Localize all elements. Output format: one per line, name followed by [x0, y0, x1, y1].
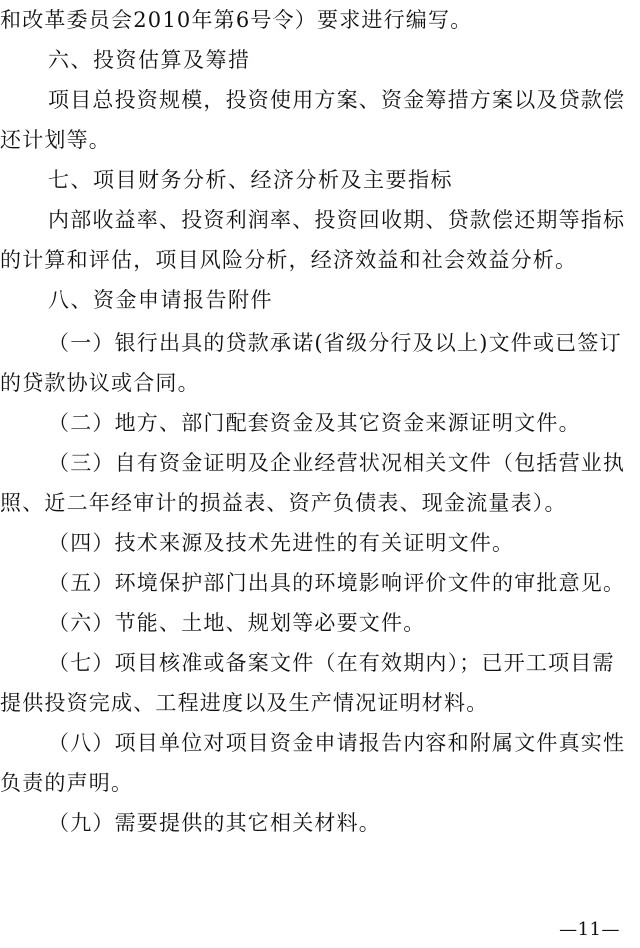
paragraph-line-2: 还计划等。 [0, 128, 111, 152]
attachment-item-8-line-2: 负责的声明。 [0, 771, 134, 795]
attachment-item-5: （五）环境保护部门出具的环境影响评价文件的审批意见。 [48, 571, 626, 595]
attachment-item-1-line-1: （一）银行出具的贷款承诺(省级分行及以上)文件或已签订 [48, 331, 622, 355]
section-heading-7: 七、项目财务分析、经济分析及主要指标 [48, 168, 453, 192]
paragraph-line-1: 项目总投资规模，投资使用方案、资金筹措方案以及贷款偿 [48, 88, 626, 112]
section-heading-6: 六、投资估算及筹措 [48, 48, 251, 72]
page-number: —11— [559, 919, 620, 940]
attachment-item-6: （六）节能、土地、规划等必要文件。 [48, 611, 426, 635]
attachment-item-7-line-2: 提供投资完成、工程进度以及生产情况证明材料。 [0, 691, 489, 715]
section-heading-8: 八、资金申请报告附件 [48, 288, 273, 312]
attachment-item-9: （九）需要提供的其它相关材料。 [48, 811, 381, 835]
paragraph-line-4: 的计算和评估，项目风险分析，经济效益和社会效益分析。 [0, 248, 578, 272]
attachment-item-3-line-2: 照、近二年经审计的损益表、资产负债表、现金流量表）。 [0, 491, 567, 515]
attachment-item-2: （二）地方、部门配套资金及其它资金来源证明文件。 [48, 411, 581, 435]
attachment-item-1-line-2: 的贷款协议或合同。 [0, 371, 200, 395]
attachment-item-8-line-1: （八）项目单位对项目资金申请报告内容和附属文件真实性 [48, 731, 626, 755]
attachment-item-4: （四）技术来源及技术先进性的有关证明文件。 [48, 531, 515, 555]
text-line-1: 和改革委员会2010年第6号令）要求进行编写。 [0, 8, 473, 32]
attachment-item-3-line-1: （三）自有资金证明及企业经营状况相关文件（包括营业执 [48, 451, 626, 475]
attachment-item-7-line-1: （七）项目核准或备案文件（在有效期内）；已开工项目需 [48, 651, 615, 675]
paragraph-line-3: 内部收益率、投资利润率、投资回收期、贷款偿还期等指标 [48, 208, 626, 232]
